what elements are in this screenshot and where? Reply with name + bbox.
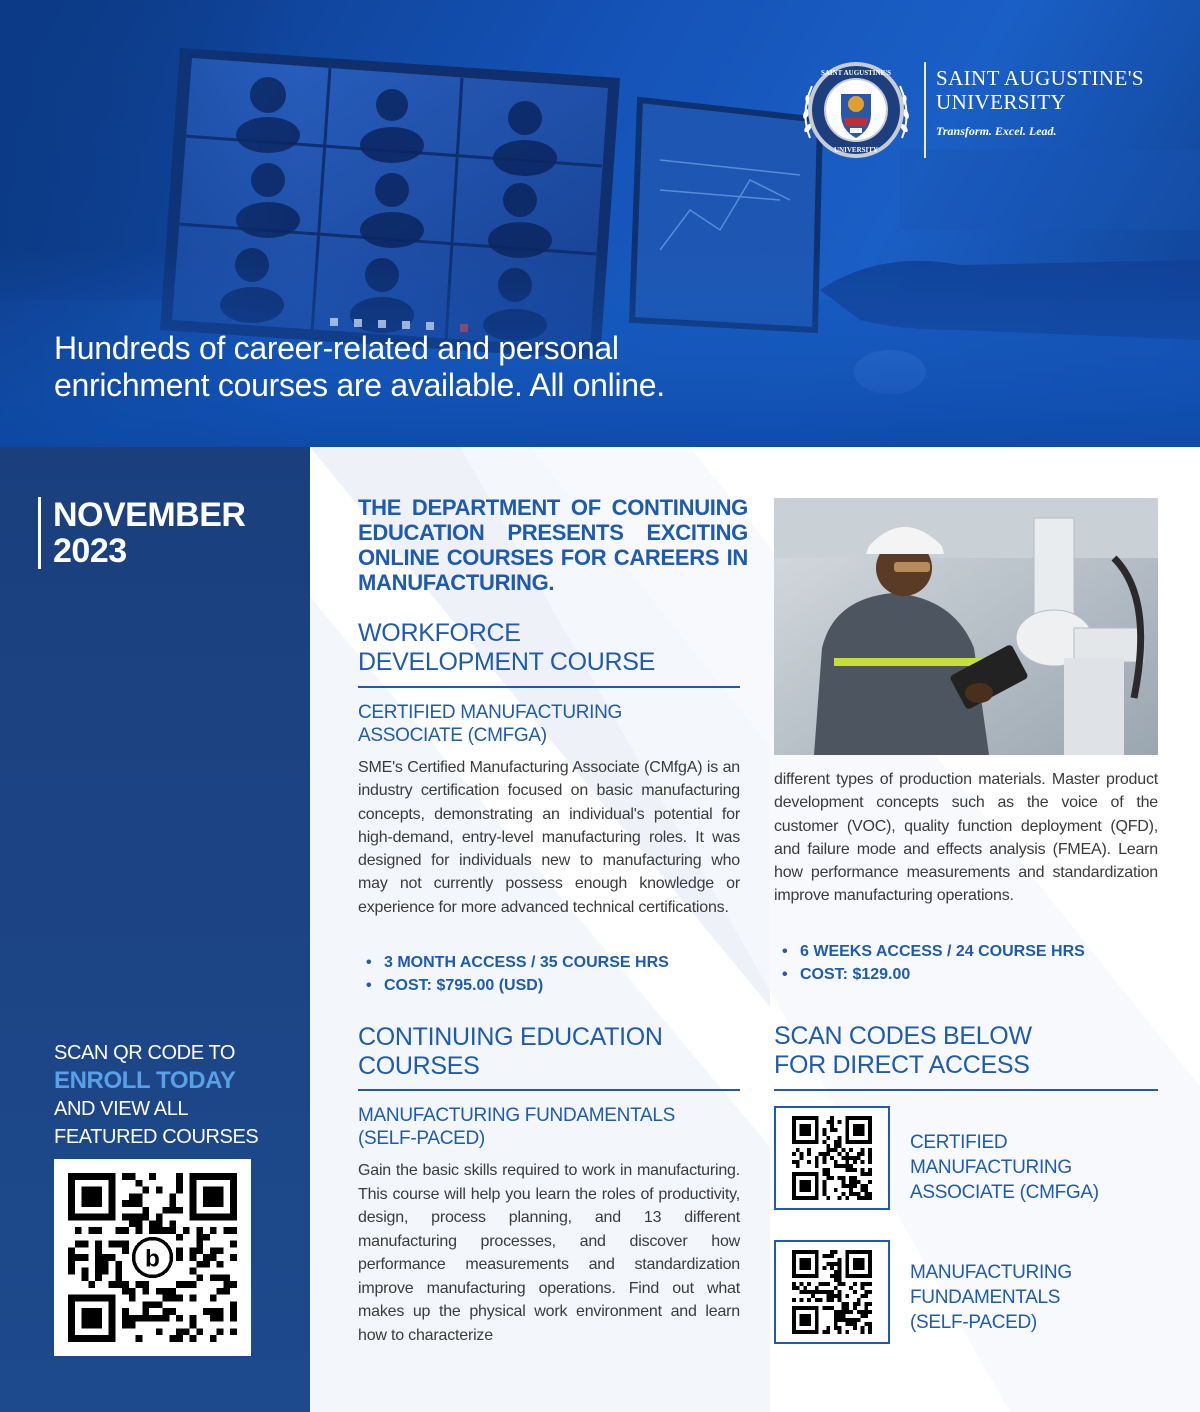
scan-codes-divider (774, 1089, 1158, 1091)
enroll-callout-line3: FEATURED COURSES (54, 1126, 259, 1148)
cmfga-access-duration: • 3 MONTH ACCESS / 35 COURSE HRS (360, 951, 669, 974)
university-logo[interactable] (796, 58, 1176, 168)
fundamentals-cost: • COST: $129.00 (776, 963, 1085, 986)
scan-codes-title (774, 1022, 1174, 1080)
sidebar (0, 447, 310, 1412)
continuing-section-divider (358, 1089, 740, 1091)
workforce-section-title (358, 619, 758, 677)
hero-tagline-line1: Hundreds of career-related and personal (54, 330, 619, 366)
university-seal-icon (796, 58, 916, 168)
fundamentals-qr-code[interactable] (774, 1240, 890, 1344)
hero-banner (0, 0, 1200, 447)
fundamentals-course-title (358, 1104, 758, 1150)
university-name-line2: UNIVERSITY (936, 90, 1066, 114)
university-name (936, 66, 1144, 114)
cmfga-cost: • COST: $795.00 (USD) (360, 974, 669, 997)
issue-date (38, 497, 245, 569)
fundamentals-course-title-line1: MANUFACTURING FUNDAMENTALS (358, 1105, 675, 1126)
main-content (310, 447, 1200, 1412)
fundamentals-qr-label-line1: MANUFACTURING (910, 1262, 1072, 1283)
department-headline: THE DEPARTMENT OF CONTINUING EDUCATION PRESENTS EXCITING ONLINE COURSES FOR CAREERS IN MANUFACTURING. (358, 495, 748, 595)
svg-text:b: b (145, 1245, 160, 1273)
issue-year: 2023 (53, 532, 127, 570)
seal-text-bottom: UNIVERSITY (834, 146, 878, 154)
fundamentals-details-list (776, 940, 1085, 986)
continuing-section-title (358, 1023, 758, 1081)
workforce-section-divider (358, 686, 740, 688)
workforce-section-title-line1: WORKFORCE (358, 619, 521, 647)
enroll-callout-line2: AND VIEW ALL (54, 1098, 189, 1120)
cmfga-qr-label (910, 1130, 1099, 1205)
continuing-section-title-line2: COURSES (358, 1052, 480, 1080)
qr-code-icon (792, 1116, 872, 1200)
technician-image (774, 498, 1158, 755)
continuing-section-title-line1: CONTINUING EDUCATION (358, 1023, 663, 1051)
fundamentals-course-title-line2: (SELF-PACED) (358, 1128, 485, 1149)
fundamentals-qr-label (910, 1260, 1072, 1335)
cmfga-qr-label-line1: CERTIFIED (910, 1132, 1008, 1153)
issue-month: NOVEMBER (53, 496, 246, 534)
workforce-section-title-line2: DEVELOPMENT COURSE (358, 648, 655, 676)
qr-code-icon (68, 1173, 237, 1342)
cmfga-course-title (358, 701, 758, 747)
logo-divider (924, 62, 926, 158)
cmfga-description: SME's Certified Manufacturing Associate (CMfgA) is an industry certification focused on basic manufacturing concepts, demonstrating an individual's potential for high-demand, entry-level manufacturing roles. It was designed for individuals new to manufacturing who may not currently possess enough knowledge or experience for more advanced technical certifications. (358, 759, 740, 916)
enroll-qr-code[interactable] (54, 1159, 251, 1356)
scan-codes-title-line2: FOR DIRECT ACCESS (774, 1051, 1030, 1079)
cmfga-qr-label-line2: MANUFACTURING (910, 1157, 1072, 1178)
cmfga-course-title-line2: ASSOCIATE (CMFGA) (358, 725, 547, 746)
technician-photo (774, 498, 1158, 755)
fundamentals-description-continued: different types of production materials. Master product development concepts such as the voice of the customer (VOC), quality function deployment (QFD), and failure mode and effects analysis (FMEA). Learn how performance measurements and standardization improve manufacturing operations. (774, 771, 1158, 905)
fundamentals-access-duration: • 6 WEEKS ACCESS / 24 COURSE HRS (776, 940, 1085, 963)
qr-code-icon (792, 1250, 872, 1334)
fundamentals-description: Gain the basic skills required to work in manufacturing. This course will help you learn the roles of productivity, design, process planning, and 13 different manufacturing processes, and discover how performance measurements and standardization improve manufacturing operations. Find out what makes up the physical work environment and learn how to characterize (358, 1162, 740, 1344)
scan-codes-title-line1: SCAN CODES BELOW (774, 1022, 1032, 1050)
cmfga-qr-label-line3: ASSOCIATE (CMFGA) (910, 1182, 1099, 1203)
enroll-callout (54, 1039, 258, 1151)
fundamentals-qr-label-line2: FUNDAMENTALS (910, 1287, 1061, 1308)
cmfga-details-list (360, 951, 669, 997)
enroll-today-emphasis: ENROLL TODAY (54, 1067, 236, 1094)
university-motto: Transform. Excel. Lead. (936, 124, 1057, 138)
hero-tagline (54, 330, 754, 404)
hero-tagline-line2: enrichment courses are available. All online. (54, 367, 665, 403)
cmfga-course-title-line1: CERTIFIED MANUFACTURING (358, 702, 623, 723)
seal-text-top: SAINT AUGUSTINE'S (820, 69, 892, 77)
fundamentals-qr-label-line3: (SELF-PACED) (910, 1312, 1037, 1333)
cmfga-qr-code[interactable] (774, 1106, 890, 1210)
enroll-callout-line1: SCAN QR CODE TO (54, 1042, 236, 1064)
university-name-line1: SAINT AUGUSTINE'S (936, 66, 1144, 90)
